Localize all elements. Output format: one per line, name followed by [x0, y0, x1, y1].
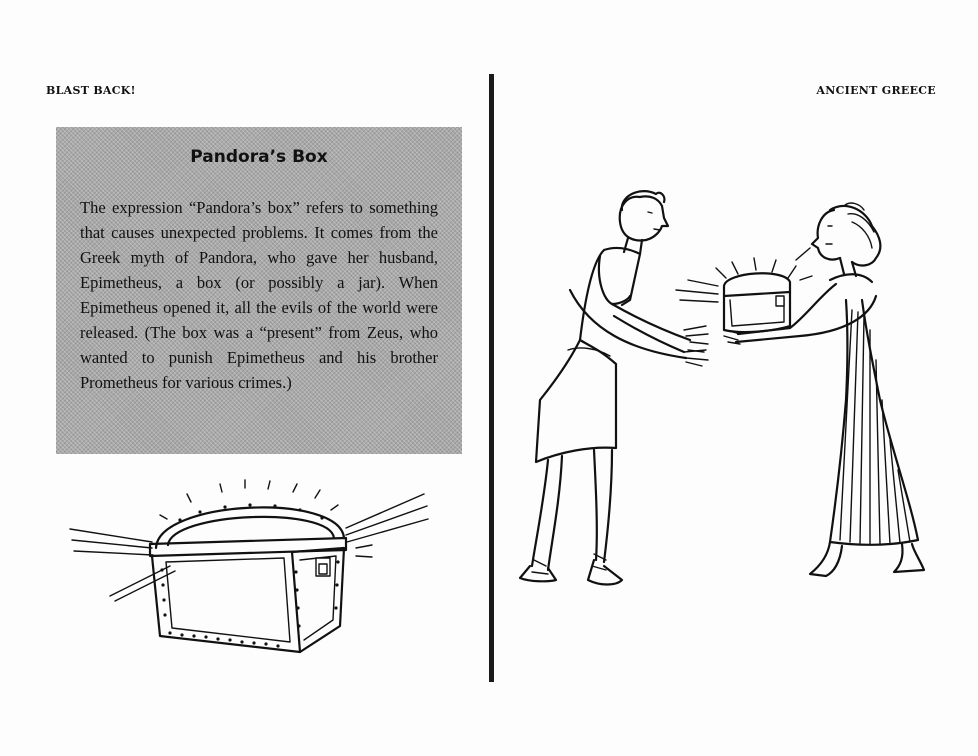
left-running-head: BLAST BACK! — [46, 84, 136, 97]
sidebar-body: The expression “Pandora’s box” refers to something that causes unexpected problems. It comes from the Greek myth of Pandora, who gave her husband, Epimetheus, a box (or possibly a jar). When Epimetheus opened it, all the evils of the world were released. (The box was a “present” from Zeus, who wanted to punish Epimetheus and his brother Prometheus for various crimes.) — [80, 198, 438, 392]
right-running-head: ANCIENT GREECE — [816, 84, 936, 97]
sparkle-ticks — [160, 480, 338, 519]
glowing-box — [676, 248, 812, 332]
chest-rivets — [160, 503, 339, 647]
pandora-figure — [724, 203, 924, 576]
sidebar-title: Pandora’s Box — [190, 147, 328, 167]
dress-pleats — [840, 310, 910, 544]
sidebar-box — [56, 127, 462, 454]
box-light-rays — [676, 248, 812, 302]
light-rays-right — [346, 494, 428, 557]
epimetheus-figure — [520, 191, 708, 584]
light-rays-left — [70, 529, 175, 601]
page-gutter — [489, 74, 494, 682]
